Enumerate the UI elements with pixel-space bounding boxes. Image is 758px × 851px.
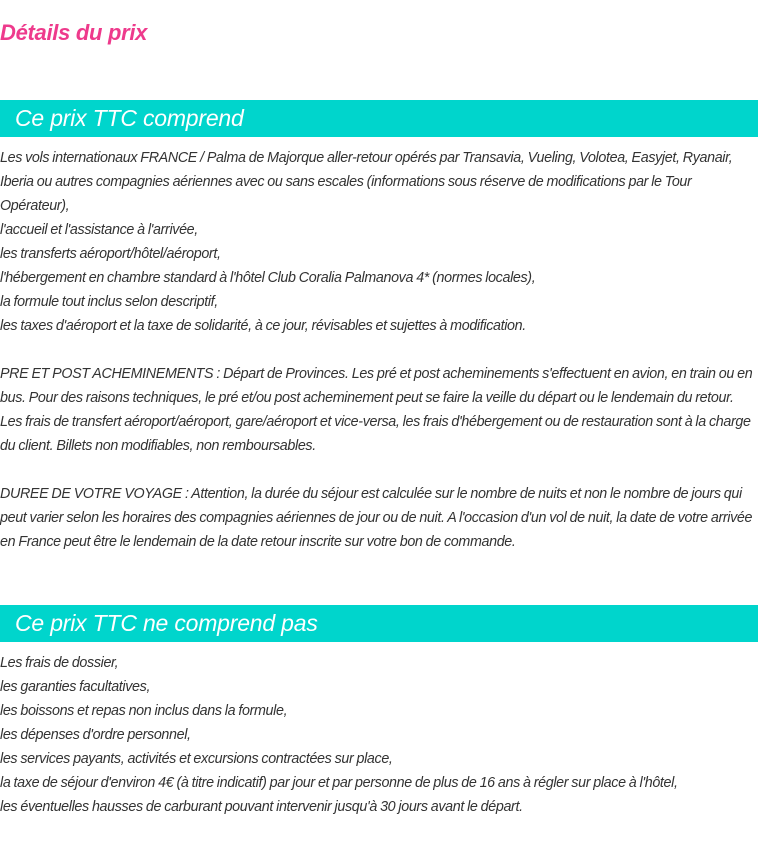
- included-item: Les vols internationaux FRANCE / Palma de Majorque aller-retour opérés par Transavia, Vueling, Volotea, Easyjet, Ryanair, Iberia ou autres compagnies aériennes avec ou sans escales (informations sous réserve de modifications par le Tour Opérateur),: [0, 150, 733, 214]
- not-included-section-body: [0, 651, 758, 819]
- excluded-item: Les frais de dossier,: [0, 655, 119, 671]
- included-item: les transferts aéroport/hôtel/aéroport,: [0, 246, 221, 262]
- page-title: Détails du prix: [0, 20, 148, 45]
- included-item: l'hébergement en chambre standard à l'hôtel Club Coralia Palmanova 4* (normes locales),: [0, 270, 536, 286]
- not-included-section-header: [0, 605, 758, 642]
- paragraph-gap: [0, 338, 758, 362]
- excluded-item: les boissons et repas non inclus dans la formule,: [0, 703, 288, 719]
- included-heading: Ce prix TTC comprend: [15, 105, 244, 131]
- duration-note: DUREE DE VOTRE VOYAGE : Attention, la durée du séjour est calculée sur le nombre de nuits et non le nombre de jours qui peut varier selon les horaires des compagnies aériennes de jour ou de nuit. A l'occasion d'un vol de nuit, la date de votre arrivée en France peut être le lendemain de la date retour inscrite sur votre bon de commande.: [0, 486, 753, 550]
- included-section-body: [0, 146, 758, 554]
- excluded-item: les services payants, activités et excursions contractées sur place,: [0, 751, 393, 767]
- included-item: la formule tout inclus selon descriptif,: [0, 294, 218, 310]
- excluded-item: les éventuelles hausses de carburant pouvant intervenir jusqu'à 30 jours avant le départ.: [0, 799, 523, 815]
- excluded-item: les garanties facultatives,: [0, 679, 151, 695]
- included-item: l'accueil et l'assistance à l'arrivée,: [0, 222, 198, 238]
- included-item: les taxes d'aéroport et la taxe de solidarité, à ce jour, révisables et sujettes à modification.: [0, 318, 526, 334]
- pre-post-note: PRE ET POST ACHEMINEMENTS : Départ de Provinces. Les pré et post acheminements s'effectuent en avion, en train ou en bus. Pour des raisons techniques, le pré et/ou post acheminement peut se faire la veille du départ ou le lendemain du retour. Les frais de transfert aéroport/aéroport, gare/aéroport et vice-versa, les frais d'hébergement ou de restauration sont à la charge du client. Billets non modifiables, non remboursables.: [0, 366, 753, 454]
- not-included-heading: Ce prix TTC ne comprend pas: [15, 610, 318, 636]
- excluded-item: la taxe de séjour d'environ 4€ (à titre indicatif) par jour et par personne de plus de 16 ans à régler sur place à l'hôtel,: [0, 775, 678, 791]
- excluded-item: les dépenses d'ordre personnel,: [0, 727, 191, 743]
- included-section-header: [0, 100, 758, 137]
- paragraph-gap: [0, 458, 758, 482]
